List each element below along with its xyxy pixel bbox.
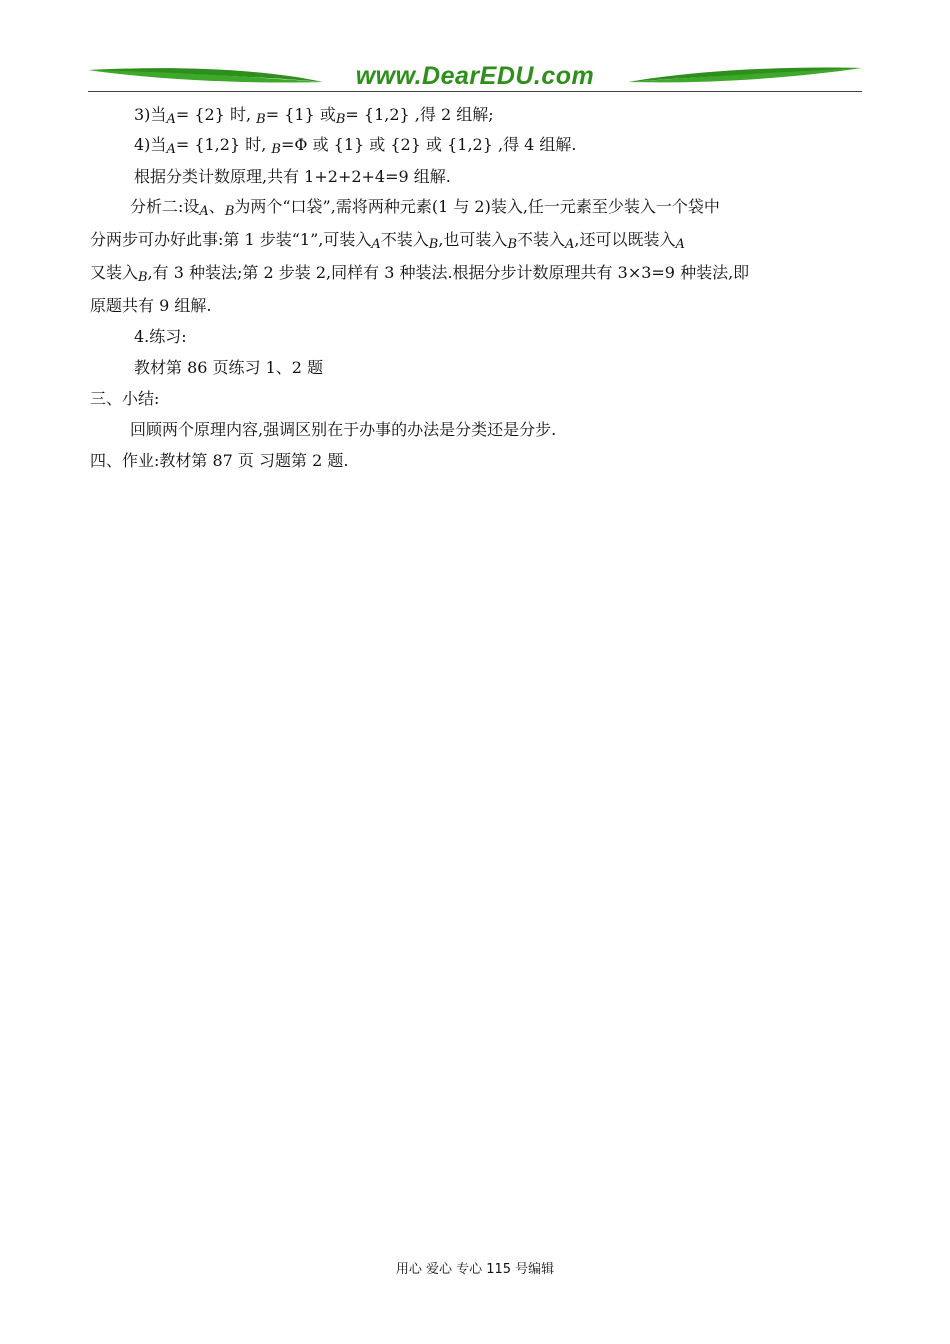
- page-header: [88, 58, 862, 98]
- summary-heading: 三、小结:: [90, 389, 160, 408]
- page-footer: 用心 爱心 专心 115 号编辑: [395, 1262, 555, 1277]
- classification-conclusion: 根据分类计数原理,共有 1+2+2+4=9 组解.: [134, 167, 451, 186]
- exercise-text: 教材第 86 页练习 1、2 题: [134, 358, 324, 377]
- analysis-two-line-1: 分析二:设A、B为两个“口袋”,需将两种元素(1 与 2)装入,任一元素至少装入一个袋中: [130, 197, 720, 219]
- case-4-line: 4)当A= {1,2} 时, B=Φ 或 {1} 或 {2} 或 {1,2} ,得 4 组解.: [134, 135, 577, 157]
- analysis-two-line-3: 又装入B,有 3 种装法;第 2 步装 2,同样有 3 种装法.根据分步计数原理共有 3×3=9 种装法,即: [90, 263, 750, 285]
- analysis-two-line-2: 分两步可办好此事:第 1 步装“1”,可装入A不装入B,也可装入B不装入A,还可以既装入A: [90, 230, 685, 252]
- header-rule: [88, 91, 862, 92]
- case-3-line: 3)当A= {2} 时, B= {1} 或B= {1,2} ,得 2 组解;: [134, 105, 494, 127]
- analysis-two-conclusion: 原题共有 9 组解.: [90, 296, 212, 315]
- homework-line: 四、作业:教材第 87 页 习题第 2 题.: [90, 451, 349, 470]
- site-logo[interactable]: www.DearEDU.com: [355, 62, 595, 90]
- exercise-heading: 4.练习:: [134, 327, 187, 346]
- summary-text: 回顾两个原理内容,强调区别在于办事的办法是分类还是分步.: [130, 420, 557, 439]
